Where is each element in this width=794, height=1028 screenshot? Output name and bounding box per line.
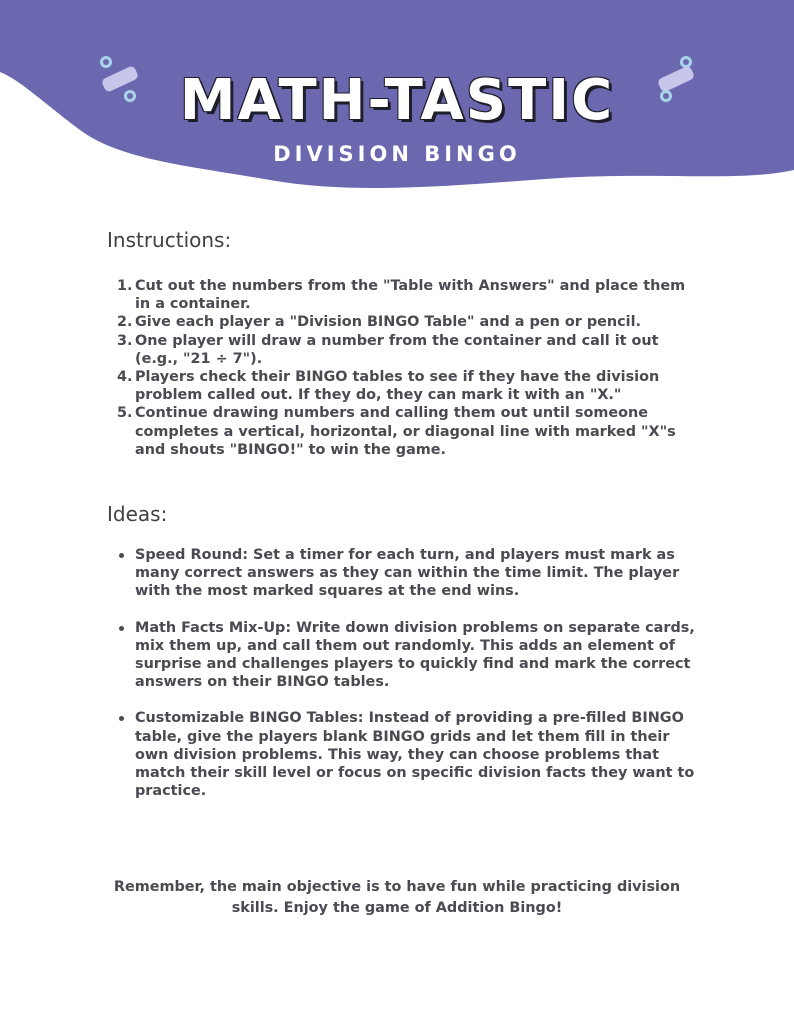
idea-item (135, 709, 695, 800)
instruction-text: Players check their BINGO tables to see if they have the division problem called out. If they do, they can mark it with an "X." (135, 369, 660, 404)
instruction-text: One player will draw a number from the container and call it out (e.g., "21 ÷ 7"). (135, 332, 659, 367)
idea-text: Customizable BINGO Tables: Instead of providing a pre-filled BINGO table, give the players blank BINGO grids and let them fill in their own division problems. This way, they can choose problems that match their skill level or focus on specific division facts they want to practice. (135, 710, 695, 800)
instruction-text: Continue drawing numbers and calling them out until someone completes a vertical, horizontal, or diagonal line with marked "X"s and shouts "BINGO!" to win the game. (135, 405, 676, 458)
idea-item (135, 546, 695, 601)
ideas-heading: Ideas: (107, 502, 168, 526)
closing-note: Remember, the main objective is to have fun while practicing division skills. Enjoy the game of Addition Bingo! (113, 879, 681, 916)
page-subtitle: DIVISION BINGO (273, 142, 521, 166)
instruction-number: 4. (117, 369, 133, 386)
page-title: MATH-TASTIC (179, 68, 615, 133)
instructions-heading: Instructions: (107, 228, 232, 252)
instruction-text: Give each player a "Division BINGO Table" and a pen or pencil. (135, 314, 642, 331)
instruction-item (117, 332, 695, 368)
instruction-item (117, 404, 695, 459)
instruction-number: 5. (117, 405, 133, 422)
instruction-number: 3. (117, 332, 133, 349)
instruction-item (117, 277, 695, 313)
instructions-list (117, 277, 695, 459)
ideas-list (135, 546, 695, 818)
instruction-item (117, 368, 695, 404)
instruction-item (117, 313, 695, 331)
instruction-number: 2. (117, 314, 133, 331)
bullet-dot (119, 626, 124, 631)
idea-text: Math Facts Mix-Up: Write down division problems on separate cards, mix them up, and call them out randomly. This adds an element of surprise and challenges players to quickly find and mark the correct answers on their BINGO tables. (135, 619, 695, 691)
bullet-dot (119, 716, 124, 721)
idea-item (135, 619, 695, 692)
instruction-text: Cut out the numbers from the "Table with Answers" and place them in a container. (135, 278, 686, 313)
instruction-number: 1. (117, 278, 133, 294)
bullet-dot (119, 553, 124, 558)
idea-text: Speed Round: Set a timer for each turn, and players must mark as many correct answers as they can within the time limit. The player with the most marked squares at the end wins. (135, 547, 680, 600)
